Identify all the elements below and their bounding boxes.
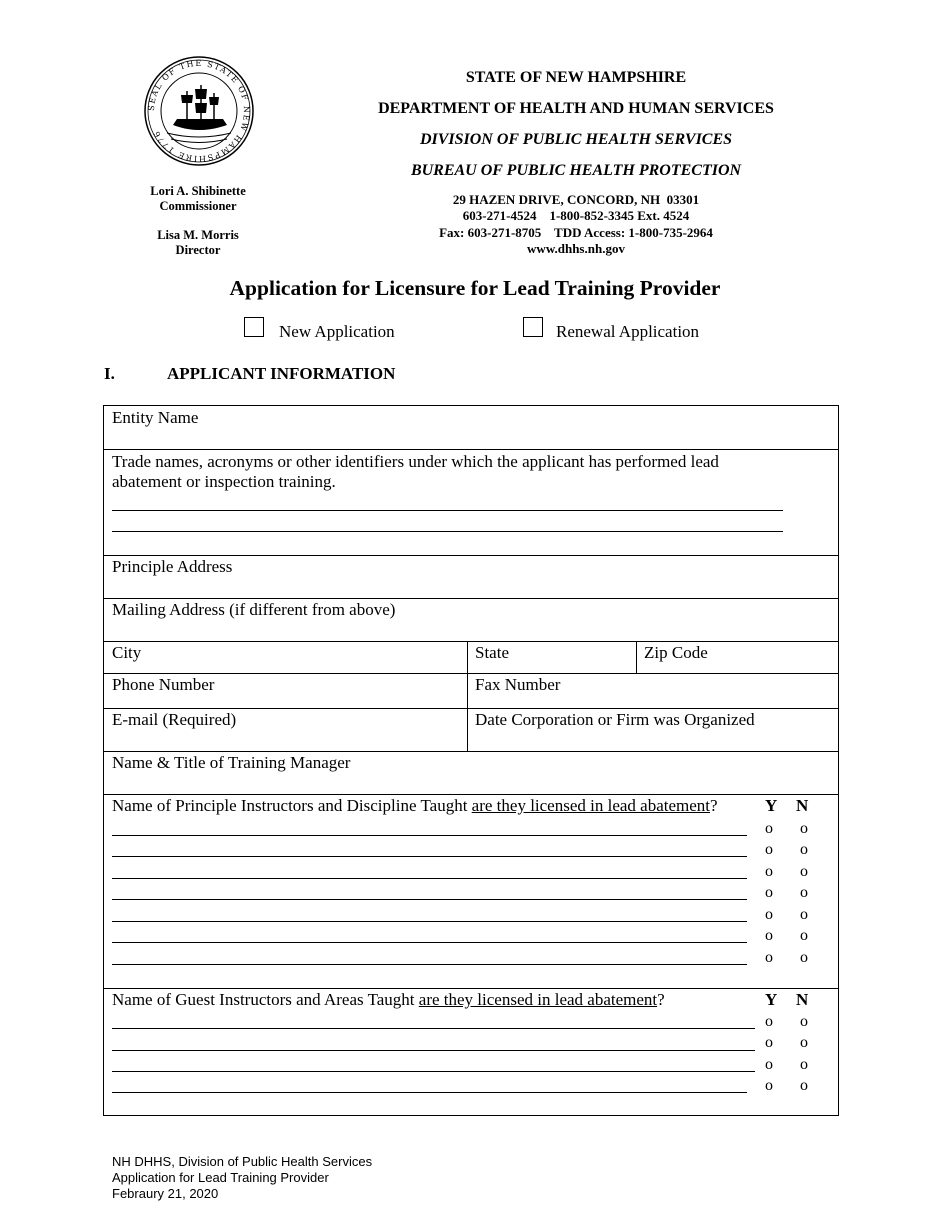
guest-instructor-line[interactable] [112,1028,755,1029]
phone-number-field[interactable]: Phone Number [112,675,215,694]
zip-code-field[interactable]: Zip Code [644,643,708,662]
agency-fax-tdd: Fax: 603-271-8705 TDD Access: 1-800-735-2964 [439,224,713,240]
date-organized-field[interactable]: Date Corporation or Firm was Organized [475,710,755,729]
guest-yes-option[interactable]: o [765,1056,773,1073]
principal-instructors-heading: Name of Principle Instructors and Discipline Taught are they licensed in lead abatement? [112,796,718,815]
guest-no-option[interactable]: o [800,1077,808,1094]
page-footer [112,1154,372,1202]
principal-no-header: N [796,796,809,815]
principal-no-option[interactable]: o [800,820,808,837]
renewal-application-checkbox[interactable] [523,317,543,337]
principal-yes-option[interactable]: o [765,927,773,944]
principal-instructor-line[interactable] [112,964,747,965]
guest-no-option[interactable]: o [800,1013,808,1030]
principal-no-option[interactable]: o [800,906,808,923]
guest-yes-header: Y [765,990,778,1009]
section-title: APPLICANT INFORMATION [167,364,396,383]
commissioner-title: Commissioner [159,199,237,213]
principal-no-option[interactable]: o [800,927,808,944]
page-title: Application for Licensure for Lead Training Provider [229,276,721,300]
principal-instructor-line[interactable] [112,942,747,943]
training-manager-field[interactable]: Name & Title of Training Manager [112,753,351,772]
principal-yes-option[interactable]: o [765,884,773,901]
footer-date: Febraury 21, 2020 [112,1186,219,1201]
principal-yes-option[interactable]: o [765,906,773,923]
principal-yes-header: Y [765,796,778,815]
bureau-name: BUREAU OF PUBLIC HEALTH PROTECTION [410,162,742,179]
principal-instructor-line[interactable] [112,835,747,836]
principal-instructor-line[interactable] [112,878,747,879]
guest-yes-option[interactable]: o [765,1034,773,1051]
fax-number-field[interactable]: Fax Number [475,675,561,694]
email-field[interactable]: E-mail (Required) [112,710,237,729]
section-number: I. [104,364,115,383]
guest-no-option[interactable]: o [800,1034,808,1051]
principal-no-option[interactable]: o [800,949,808,966]
officials-block [128,184,268,258]
principal-instructor-line[interactable] [112,921,747,922]
svg-text:SEAL OF THE STATE OF NEW HAMPS: SEAL OF THE STATE OF NEW HAMPSHIRE 1776 [146,58,252,164]
applicant-information-form [103,405,839,1116]
principal-no-option[interactable]: o [800,841,808,858]
principal-no-option[interactable]: o [800,863,808,880]
new-application-checkbox[interactable] [244,317,264,337]
agency-header [345,66,807,257]
footer-form-name: Application for Lead Training Provider [112,1170,329,1185]
agency-phones: 603-271-4524 1-800-852-3345 Ext. 4524 [462,208,690,224]
division-name: DIVISION OF PUBLIC HEALTH SERVICES [419,131,733,148]
guest-instructors-heading: Name of Guest Instructors and Areas Taught are they licensed in lead abatement? [112,990,665,1009]
guest-yes-option[interactable]: o [765,1013,773,1030]
city-field[interactable]: City [112,643,142,662]
principal-no-option[interactable]: o [800,884,808,901]
principal-instructor-line[interactable] [112,856,747,857]
trade-names-field[interactable]: Trade names, acronyms or other identifiers under which the applicant has performed lead abatement or inspection training. [112,452,719,491]
director-title: Director [175,243,221,257]
principal-instructor-line[interactable] [112,899,747,900]
principal-yes-option[interactable]: o [765,863,773,880]
principal-yes-option[interactable]: o [765,841,773,858]
principal-yes-option[interactable]: o [765,820,773,837]
renewal-application-label: Renewal Application [556,322,700,341]
guest-instructor-line[interactable] [112,1050,755,1051]
new-application-label: New Application [279,322,395,341]
guest-no-option[interactable]: o [800,1056,808,1073]
guest-yes-option[interactable]: o [765,1077,773,1094]
state-name: STATE OF NEW HAMPSHIRE [465,69,687,86]
agency-website: www.dhhs.nh.gov [527,240,625,256]
state-field[interactable]: State [475,643,509,662]
state-seal-logo [143,55,255,167]
agency-address: 29 HAZEN DRIVE, CONCORD, NH 03301 [452,192,700,207]
trade-names-line[interactable] [112,531,783,532]
principle-address-field[interactable]: Principle Address [112,557,233,576]
guest-instructor-line[interactable] [112,1092,747,1093]
footer-agency: NH DHHS, Division of Public Health Services [112,1154,373,1169]
commissioner-name: Lori A. Shibinette [150,184,246,198]
mailing-address-field[interactable]: Mailing Address (if different from above) [112,600,396,619]
entity-name-field[interactable]: Entity Name [112,408,199,427]
department-name: DEPARTMENT OF HEALTH AND HUMAN SERVICES [378,100,774,117]
guest-no-header: N [796,990,809,1009]
trade-names-line[interactable] [112,510,783,511]
guest-instructor-line[interactable] [112,1071,755,1072]
director-name: Lisa M. Morris [157,228,239,242]
principal-yes-option[interactable]: o [765,949,773,966]
